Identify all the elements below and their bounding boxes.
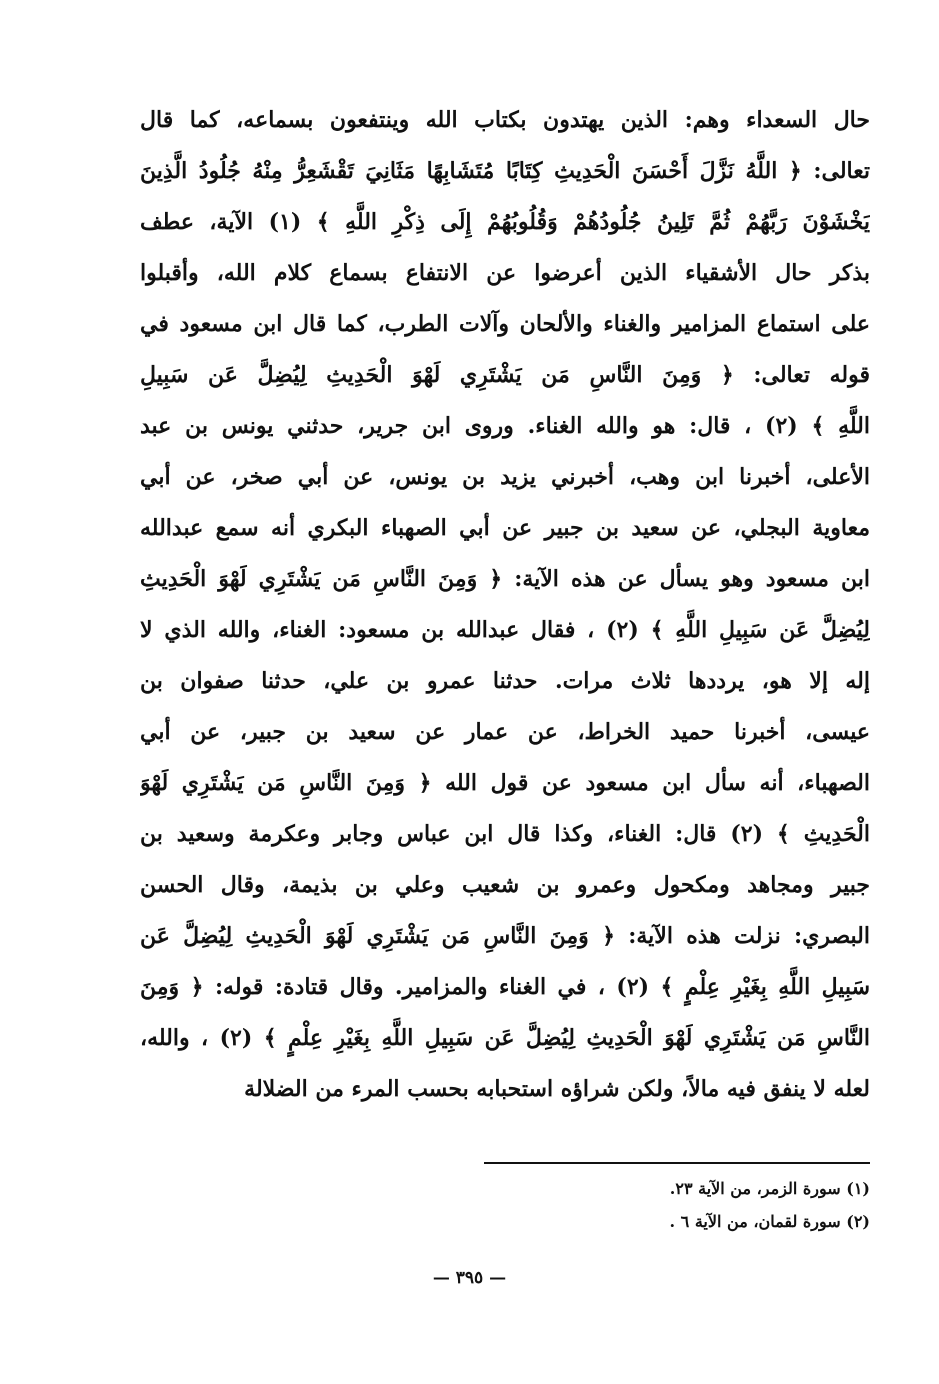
footnote: (١) سورة الزمر، من الآية ٢٣. — [669, 1179, 870, 1198]
footnote: (٢) سورة لقمان، من الآية ٦ . — [669, 1212, 870, 1231]
text-line: لِيُضِلَّ عَن سَبِيلِ اللَّهِ ﴾ (٢) ، فقال عبدالله بن مسعود: الغناء، والله الذي لا — [140, 617, 870, 643]
text-line: لعله لا ينفق فيه مالاً، ولكن شراؤه استحبابه بحسب المرء من الضلالة — [244, 1076, 870, 1102]
text-line: إله إلا هو، يرددها ثلاث مرات. حدثنا عمرو بن علي، حدثنا صفوان بن — [140, 668, 870, 694]
text-line: عيسى، أخبرنا حميد الخراط، عن عمار عن سعيد بن جبير، عن أبي — [140, 719, 870, 745]
body-text — [140, 95, 870, 1115]
page-number: — ٣٩٥ — — [432, 1268, 507, 1288]
text-line: الصهباء، أنه سأل ابن مسعود عن قول الله ﴿ وَمِنَ النَّاسِ مَن يَشْتَرِي لَهْوَ — [140, 770, 870, 796]
text-line: ابن مسعود وهو يسأل عن هذه الآية: ﴿ وَمِنَ النَّاسِ مَن يَشْتَرِي لَهْوَ الْحَدِيثِ — [140, 566, 870, 592]
text-line: الأعلى، أخبرنا ابن وهب، أخبرني يزيد بن يونس، عن أبي صخر، عن أبي — [140, 464, 870, 490]
text-line: سَبِيلِ اللَّهِ بِغَيْرِ عِلْمٍ ﴾ (٢) ، في الغناء والمزامير. وقال قتادة: قوله: ﴿ وَمِنَ — [140, 974, 870, 1000]
footnotes — [484, 1172, 870, 1238]
footnote-divider — [484, 1162, 870, 1164]
text-line: الْحَدِيثِ ﴾ (٢) قال: الغناء، وكذا قال ابن عباس وجابر وعكرمة وسعيد بن — [140, 821, 870, 847]
text-line: بذكر حال الأشقياء الذين أعرضوا عن الانتفاع بسماع كلام الله، وأقبلوا — [140, 260, 870, 286]
text-line: النَّاسِ مَن يَشْتَرِي لَهْوَ الْحَدِيثِ لِيُضِلَّ عَن سَبِيلِ اللَّهِ بِغَيْرِ عِلْمٍ ﴾ (٢) ، والله، — [140, 1025, 870, 1051]
text-line: البصري: نزلت هذه الآية: ﴿ وَمِنَ النَّاسِ مَن يَشْتَرِي لَهْوَ الْحَدِيثِ لِيُضِلَّ عَن — [140, 923, 870, 949]
text-line: قوله تعالى: ﴿ وَمِنَ النَّاسِ مَن يَشْتَرِي لَهْوَ الْحَدِيثِ لِيُضِلَّ عَن سَبِيلِ — [140, 362, 870, 388]
text-line: معاوية البجلي، عن سعيد بن جبير عن أبي الصهباء البكري أنه سمع عبدالله — [140, 515, 870, 541]
text-line: يَخْشَوْنَ رَبَّهُمْ ثُمَّ تَلِينُ جُلُودُهُمْ وَقُلُوبُهُمْ إِلَى ذِكْرِ اللَّهِ ﴾ (١) الآية، عطف — [140, 209, 870, 235]
text-line: اللَّهِ ﴾ (٢) ، قال: هو والله الغناء. وروى ابن جرير، حدثني يونس بن عبد — [140, 413, 870, 439]
text-line: جبير ومجاهد ومكحول وعمرو بن شعيب وعلي بن بذيمة، وقال الحسن — [140, 872, 870, 898]
text-line: على استماع المزامير والغناء والألحان وآلات الطرب، كما قال ابن مسعود في — [140, 311, 870, 337]
text-line: حال السعداء وهم: الذين يهتدون بكتاب الله وينتفعون بسماعه، كما قال — [140, 107, 870, 133]
text-line: تعالى: ﴿ اللَّهُ نَزَّلَ أَحْسَنَ الْحَدِيثِ كِتَابًا مُتَشَابِهًا مَثَانِيَ تَقْشَعِرُّ مِنْهُ جُلُودُ الَّذِينَ — [140, 158, 870, 184]
